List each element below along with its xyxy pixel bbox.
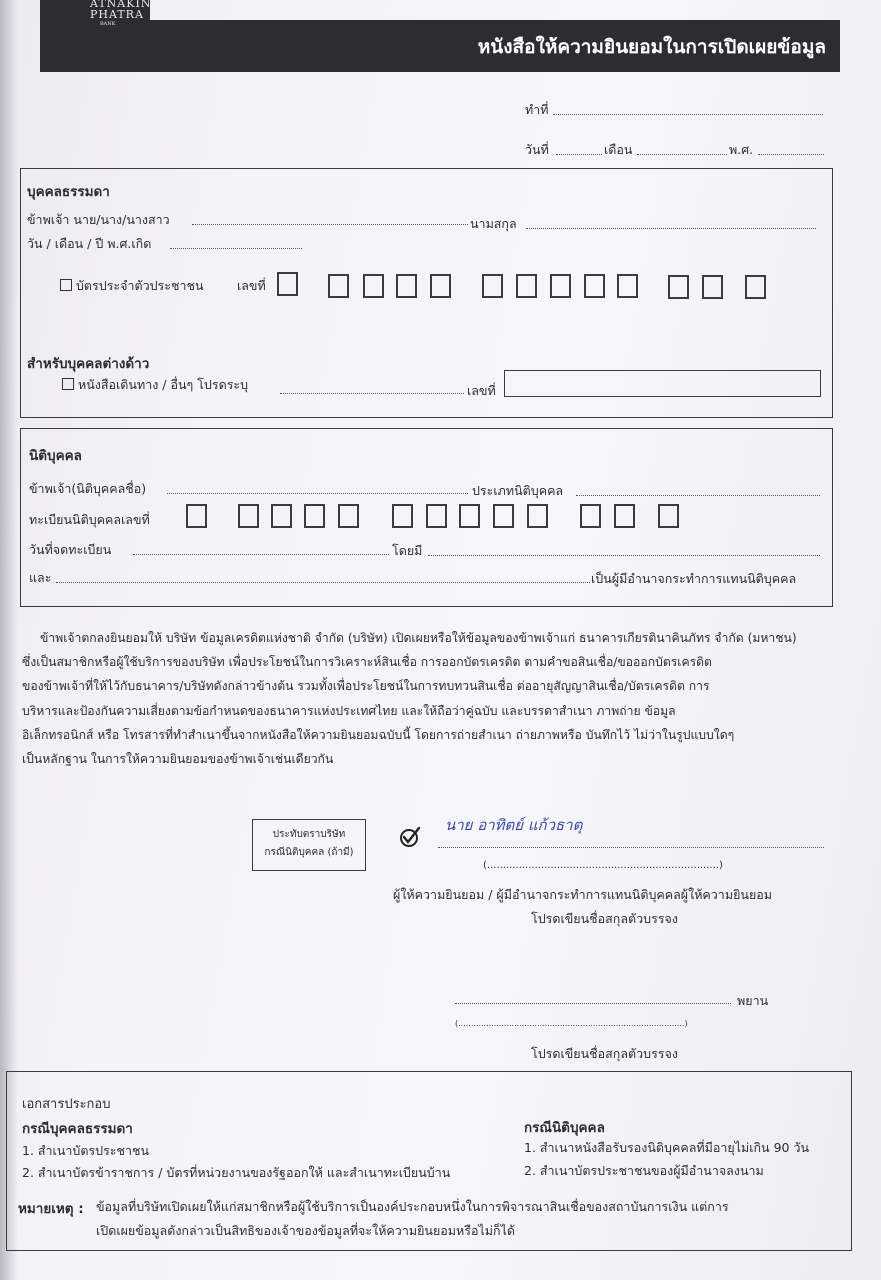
juristic-attachments-heading: กรณีนิติบุคคล [524,1120,605,1136]
and-label: และ [29,570,52,585]
reg-digit-box[interactable] [580,504,601,528]
id-no-label: เลขที่ [237,278,266,293]
natural-attachment-item: 2. สำเนาบัตรข้าราชการ / บัตรที่หน่วยงานของรัฐออกให้ และสำเนาทะเบียนบ้าน [22,1165,451,1180]
header-bar [40,20,840,72]
id-digit-box[interactable] [702,275,723,299]
id-digit-box[interactable] [328,274,349,298]
id-digit-box[interactable] [363,274,384,298]
dob-label: วัน / เดือน / ปี พ.ศ.เกิด [27,236,152,251]
id-digit-box[interactable] [550,274,571,298]
day-field[interactable] [556,154,602,155]
natural-person-heading: บุคคลธรรมดา [27,184,110,200]
id-digit-box[interactable] [396,274,417,298]
natural-attachment-item: 1. สำเนาบัตรประชาชน [22,1143,150,1158]
month-field[interactable] [637,154,727,155]
id-card-checkbox[interactable] [60,279,72,291]
reg-digit-box[interactable] [493,504,514,528]
consent-line: บริหารและป้องกันความเสี่ยงตามข้อกำหนดของธนาคารแห่งประเทศไทย และให้ถือว่าคู่ฉบับ และบรรดาสำเนา ภาพถ่าย ข้อมูล [22,703,676,718]
id-digit-box[interactable] [617,274,638,298]
reg-digit-box[interactable] [426,504,447,528]
signer-role-label: ผู้ให้ความยินยอม / ผู้มีอำนาจกระทำการแทนนิติบุคคลผู้ให้ความยินยอม [393,887,773,902]
reg-digit-box[interactable] [527,504,548,528]
juristic-attachment-item: 1. สำเนาหนังสือรับรองนิติบุคคลที่มีอายุไม่เกิน 90 วัน [524,1140,810,1155]
passport-checkbox[interactable] [62,378,74,390]
year-field[interactable] [758,154,824,155]
reg-digit-box[interactable] [338,504,359,528]
id-digit-box[interactable] [584,274,605,298]
juristic-name-label: ข้าพเจ้า(นิติบุคคลชื่อ) [29,481,147,496]
juristic-name-field[interactable] [167,493,468,494]
consent-line: ซึ่งเป็นสมาชิกหรือผู้ใช้บริการของบริษัท เพื่อประโยชน์ในการวิเคราะห์สินเชื่อ การออกบัตรเครดิต ตามคำขอสินเชื่อ/ขอออกบัตรเครดิต [22,655,712,670]
check-mark-icon [398,825,422,849]
reg-digit-box[interactable] [658,504,679,528]
signature-line[interactable] [438,847,824,848]
surname-field[interactable] [526,228,816,229]
witness-name-paren[interactable]: (.........................................................................................) [455,1019,688,1028]
consent-paragraph [22,626,837,771]
id-digit-box[interactable] [277,272,298,296]
id-digit-box[interactable] [745,275,766,299]
id-card-option[interactable]: บัตรประจำตัวประชาชน [60,276,204,296]
stamp-label-2: กรณีนิติบุคคล (ถ้ามี) [264,847,354,858]
authorized-person-1-field[interactable] [428,555,820,556]
passport-number-input[interactable] [504,370,821,397]
reg-digit-box[interactable] [459,504,480,528]
authorized-label: เป็นผู้มีอำนาจกระทำการแทนนิติบุคคล [591,571,797,586]
juristic-type-label: ประเภทนิติบุคคล [472,483,564,498]
day-label: วันที่ [525,142,549,157]
stamp-label-1: ประทับตราบริษัท [272,829,346,840]
place-field[interactable] [553,114,823,115]
month-label: เดือน [604,142,633,157]
consent-line: ข้าพเจ้าตกลงยินยอมให้ บริษัท ข้อมูลเครดิตแห่งชาติ จำกัด (บริษัท) เปิดเผยหรือให้ข้อมูลของข้าพเจ้าแก่ ธนาคารเกียรตินาคินภัทร จำกัด (มหาชน) [40,631,797,645]
attachments-heading: เอกสารประกอบ [22,1097,111,1112]
reg-digit-box[interactable] [186,504,207,528]
note-line-1: ข้อมูลที่บริษัทเปิดเผยให้แก่สมาชิกหรือผู้ใช้บริการเป็นองค์ประกอบหนึ่งในการพิจารณาสินเชื่อของสถาบันการเงิน แต่การ [96,1199,729,1214]
passport-option[interactable]: หนังสือเดินทาง / อื่นๆ โปรดระบุ [62,375,248,395]
note-label: หมายเหตุ : [18,1201,84,1217]
witness-label: พยาน [737,993,769,1008]
note-line-2: เปิดเผยข้อมูลดังกล่าวเป็นสิทธิของเจ้าของข้อมูลที่จะให้ความยินยอมหรือไม่ก็ได้ [96,1223,515,1238]
authorized-person-2-field[interactable] [56,582,590,583]
foreigner-heading: สำหรับบุคคลต่างด้าว [27,356,150,372]
natural-attachments-heading: กรณีบุคคลธรรมดา [22,1121,133,1137]
signer-name-paren[interactable]: (.........................................................................) [483,860,723,871]
reg-date-field[interactable] [133,554,389,555]
juristic-type-field[interactable] [576,495,820,496]
handwritten-signature: นาย อาทิตย์ แก้วธาตุ [445,816,583,834]
consent-line: เป็นหลักฐาน ในการให้ความยินยอมของข้าพเจ้าเช่นเดียวกัน [22,752,334,767]
reg-no-label: ทะเบียนนิติบุคคลเลขที่ [29,512,150,527]
juristic-attachment-item: 2. สำเนาบัตรประชาชนของผู้มีอำนาจลงนาม [524,1163,764,1178]
by-label: โดยมี [392,543,423,558]
passport-no-label: เลขที่ [467,383,496,398]
year-label: พ.ศ. [729,142,754,157]
passport-type-field[interactable] [280,393,464,394]
witness-print-label: โปรดเขียนชื่อสกุลตัวบรรจง [531,1046,678,1061]
reg-digit-box[interactable] [392,504,413,528]
bank-logo: ATNAKIN PHATRA BANK [40,0,150,40]
company-stamp-box [252,819,366,871]
id-digit-box[interactable] [482,274,503,298]
witness-signature-line[interactable] [455,1003,731,1004]
place-label: ทำที่ [525,102,549,117]
reg-date-label: วันที่จดทะเบียน [29,542,112,557]
name-field[interactable] [192,224,468,225]
juristic-heading: นิติบุคคล [29,448,82,464]
surname-label: นามสกุล [470,216,517,231]
reg-digit-box[interactable] [271,504,292,528]
dob-field[interactable] [170,248,302,249]
consent-line: ของข้าพเจ้าที่ให้ไว้กับธนาคาร/บริษัทดังกล่าวข้างต้น รวมทั้งเพื่อประโยชน์ในการทบทวนสินเชื่อ ต่ออายุสัญญาสินเชื่อ/บัตรเครดิต การ [22,679,710,694]
id-digit-box[interactable] [430,274,451,298]
reg-digit-box[interactable] [238,504,259,528]
id-digit-box[interactable] [516,274,537,298]
document-title: หนังสือให้ความยินยอมในการเปิดเผยข้อมูล [477,36,826,58]
reg-digit-box[interactable] [614,504,635,528]
reg-digit-box[interactable] [304,504,325,528]
id-digit-box[interactable] [668,275,689,299]
name-label: ข้าพเจ้า นาย/นาง/นางสาว [27,212,170,227]
consent-line: อิเล็กทรอนิกส์ หรือ โทรสารที่ทำสำเนาขึ้นจากหนังสือให้ความยินยอมฉบับนี้ โดยการถ่ายสำเนา ถ่ายภาพหรือ บันทึกไว้ ไม่ว่าในรูปแบบใดๆ [22,727,735,742]
print-name-label: โปรดเขียนชื่อสกุลตัวบรรจง [531,911,678,926]
